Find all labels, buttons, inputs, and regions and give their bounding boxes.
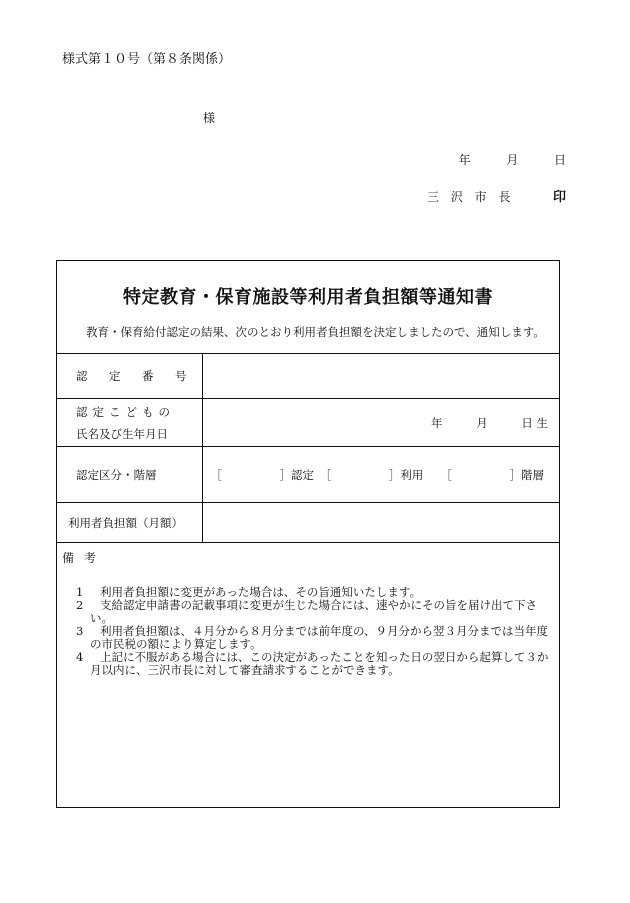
child-birth-value[interactable] [202, 399, 560, 447]
issuer-name: 三 沢 市 長 [427, 190, 515, 204]
fee-value[interactable] [202, 503, 560, 543]
date-year: 年 [458, 153, 471, 167]
remarks-heading: 備考 [62, 551, 107, 565]
intro-text: 教育・保育給付認定の結果、次のとおり利用者負担額を決定しましたので、通知します。 [86, 325, 545, 339]
seal-mark: 印 [553, 190, 567, 205]
fee-label: 利用者負担額（月額） [56, 503, 202, 543]
class-value[interactable]: ［ ］認定 ［ ］利用 ［ ］階層 [202, 447, 560, 503]
child-label-line2: 氏名及び生年月日 [76, 426, 168, 441]
child-label-line1: 認定こどもの [76, 404, 175, 419]
note-text: 支給認定申請書の記載事項に変更が生じた場合には、速やかにその旨を届け出て下さい。 [90, 598, 537, 625]
note-number: 3 [76, 624, 84, 638]
note-number: 4 [76, 650, 84, 664]
form-number: 様式第１０号（第８条関係） [62, 52, 232, 67]
remarks-notes [76, 586, 556, 677]
addressee-suffix: 様 [203, 111, 216, 125]
birth-month: 月 [476, 415, 488, 430]
note-text: 利用者負担額は、４月分から８月分までは前年度の、９月分から翌３月分までは当年度の市民税の額により算定します。 [90, 624, 549, 651]
note-number: 2 [76, 598, 84, 612]
issue-date [459, 151, 566, 168]
class-label: 認定区分・階層 [56, 447, 202, 503]
note-number: 1 [76, 585, 84, 599]
cert-number-label: 認 定 番 号 [56, 354, 202, 399]
birth-year: 年 [431, 415, 443, 430]
child-label [56, 399, 202, 447]
date-month: 月 [506, 153, 519, 167]
note-item [76, 651, 556, 677]
notice-table [56, 353, 560, 543]
note-text: 上記に不服がある場合には、この決定があったことを知った日の翌日から起算して３か月以内に、三沢市長に対して審査請求することができます。 [90, 650, 549, 677]
date-day: 日 [553, 153, 566, 167]
note-item [76, 625, 556, 651]
document-title: 特定教育・保育施設等利用者負担額等通知書 [123, 287, 493, 308]
note-text: 利用者負担額に変更があった場合は、その旨通知いたします。 [100, 585, 421, 599]
birth-day: 日 生 [521, 415, 548, 430]
cert-number-value[interactable] [202, 354, 560, 399]
note-item [76, 599, 556, 625]
